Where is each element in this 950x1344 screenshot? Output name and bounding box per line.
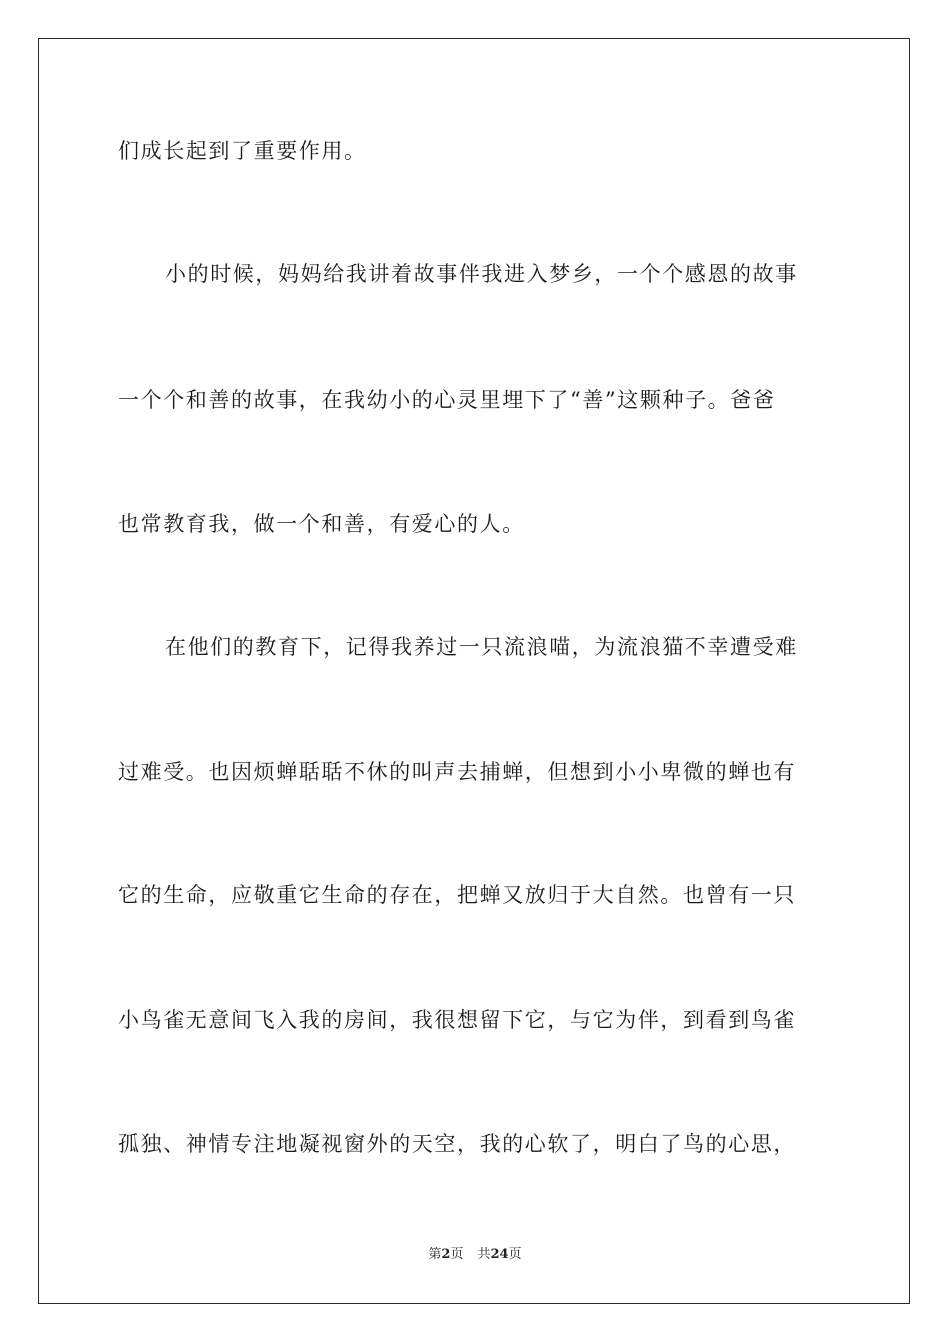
text-line-1: 们成长起到了重要作用。 bbox=[118, 139, 367, 163]
total-pages: 24 bbox=[490, 1247, 509, 1262]
paragraph-line-4: 也常教育我，做一个和善，有爱心的人。 bbox=[118, 512, 525, 536]
paragraph-line-7: 它的生命，应敬重它生命的存在，把蝉又放归于大自然。也曾有一只 bbox=[118, 883, 796, 907]
page-prefix: 第 bbox=[428, 1247, 442, 1262]
paragraph-line-2: 小的时候，妈妈给我讲着故事伴我进入梦乡，一个个感恩的故事 bbox=[165, 262, 798, 286]
paragraph-line-6: 过难受。也因烦蝉聒聒不休的叫声去捕蝉，但想到小小卑微的蝉也有 bbox=[118, 760, 796, 784]
page-border bbox=[38, 38, 910, 1304]
page-suffix: 页 bbox=[450, 1247, 464, 1262]
paragraph-line-3: 一个个和善的故事，在我幼小的心灵里埋下了“善”这颗种子。爸爸 bbox=[118, 388, 776, 412]
total-suffix: 页 bbox=[508, 1247, 522, 1262]
paragraph-line-9: 孤独、神情专注地凝视窗外的天空，我的心软了，明白了鸟的心思， bbox=[118, 1132, 796, 1156]
total-prefix: 共 bbox=[477, 1247, 491, 1262]
page-number: 2 bbox=[441, 1247, 451, 1262]
page-footer bbox=[0, 1246, 950, 1264]
paragraph-line-8: 小鸟雀无意间飞入我的房间，我很想留下它，与它为伴，到看到鸟雀 bbox=[118, 1008, 796, 1032]
paragraph-line-5: 在他们的教育下，记得我养过一只流浪喵，为流浪猫不幸遭受难 bbox=[165, 635, 798, 659]
